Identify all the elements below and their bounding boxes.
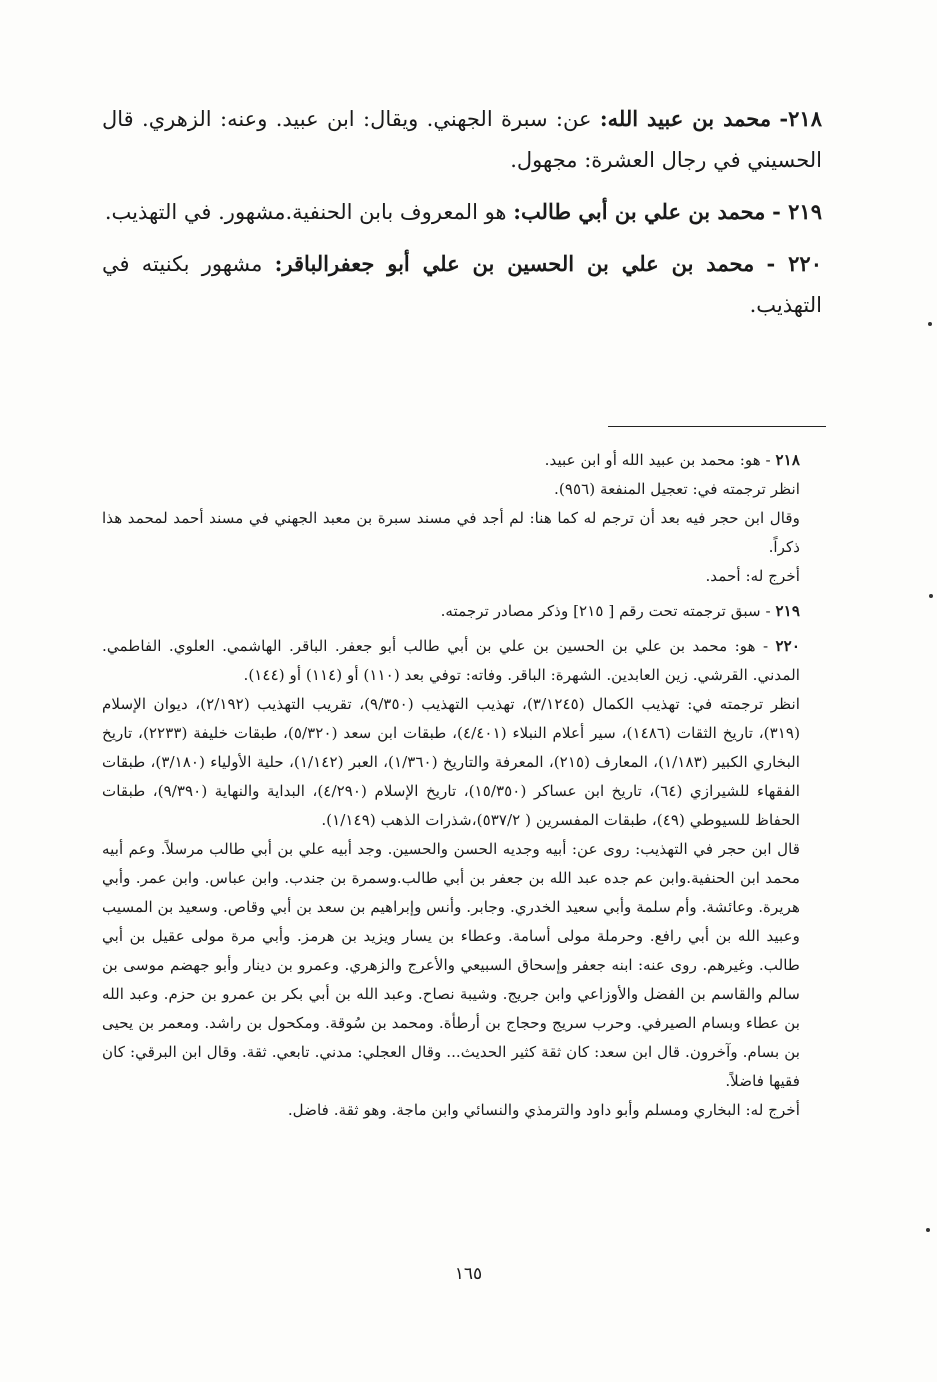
main-text [102,98,822,336]
scan-speck [926,1228,930,1232]
footnote-number: ٢٢٠ [775,637,800,655]
footnote-line: انظر ترجمته في: تعجيل المنفعة (٩٥٦). [554,480,800,498]
footnote-lead: - هو: محمد بن علي بن الحسين بن علي بن أبي طالب أبو جعفر. الباقر. الهاشمي. العلوي. الفاطمي. المدني. القرشي. زين العابدين. الشهرة: الباقر. وفاته: توفي بعد (١١٠) أو (١١٤) أو (١٤٤). [102,637,800,684]
entry-text: عن: سبرة الجهني. ويقال: ابن عبيد. وعنه: الزهري. قال الحسيني في رجال العشرة: مجهول. [102,107,822,172]
entry-text: مشهور بكنيته في التهذيب. [102,252,822,317]
footnote-line: أخرج له: أحمد. [705,567,800,585]
footnote-218 [102,446,822,591]
footnote-219 [102,597,822,626]
footnote-number: ٢١٨ [775,451,800,469]
footnote-line: وقال ابن حجر فيه بعد أن ترجم له كما هنا: لم أجد في مسند سبرة بن معبد الجهني في مسند أحمد لمحمد هذا ذكراً. [102,509,800,556]
entry-name: محمد بن علي بن الحسين بن علي أبو جعفرالباقر: [274,251,755,276]
entry-number: ٢١٨- [779,106,822,131]
footnote-220 [102,632,822,1125]
entry-number: ٢١٩ - [772,199,822,224]
entry-number: ٢٢٠ - [766,251,822,276]
footnote-separator [608,426,826,427]
footnote-lead: - هو: محمد بن عبيد الله أو ابن عبيد. [544,451,776,469]
entry-text: هو المعروف بابن الحنفية.مشهور. في التهذيب. [104,200,514,224]
footnote-text: - سبق ترجمته تحت رقم [ ٢١٥] وذكر مصادر ترجمته. [440,602,776,620]
scan-speck [928,322,932,326]
page-number: ١٦٥ [454,1264,483,1284]
footnote-takhrij: أخرج له: البخاري ومسلم وأبو داود والترمذي والنسائي وابن ماجة. وهو ثقة. فاضل. [287,1101,800,1119]
footnotes [102,446,822,1125]
entry-name: محمد بن علي بن أبي طالب: [513,199,766,224]
footnote-number: ٢١٩ [775,602,800,620]
footnote-sources: انظر ترجمته في: تهذيب الكمال (٣/١٢٤٥)، تهذيب التهذيب (٩/٣٥٠)، تقريب التهذيب (٢/١٩٢)، ديوان الإسلام (٣١٩)، تاريخ الثقات (١٤٨٦)، سير أعلام النبلاء (٤/٤٠١)، طبقات ابن سعد (٥/٣٢٠)، طبقات خليفة (٢٢٣٣)، تاريخ البخاري الكبير (١/١٨٣)، المعارف (٢١٥)، المعرفة والتاريخ (١/٣٦٠)، العبر (١/١٤٢)، حلية الأولياء (٣/١٨٠)، طبقات الفقهاء للشيرازي (٦٤)، تاريخ ابن عساكر (١٥/٣٥٠)، تاريخ الإسلام (٤/٢٩٠)، البداية والنهاية (٩/٣٩٠)، طبقات الحفاظ للسيوطي (٤٩)، طبقات المفسرين ( ٥٣٧/٢)،شذرات الذهب (١/١٤٩). [102,695,801,829]
entry-name: محمد بن عبيد الله: [599,106,772,131]
footnote-quote: قال ابن حجر في التهذيب: روى عن: أبيه وجديه الحسن والحسين. وجد أبيه علي بن أبي طالب مرسلاً. وعم أبيه محمد ابن الحنفية.وابن عم جده عبد الله بن جعفر بن أبي طالب.وسمرة بن جندب. وابن عباس. وابن عمر. وأبي هريرة. وعائشة. وأم سلمة وأبي سعيد الخدري. وجابر. وأنس وإبراهيم بن سعد بن أبي وقاص. وسعيد بن المسيب وعبيد الله بن أبي رافع. وحرملة مولى أسامة. وعطاء بن يسار ويزيد بن هرمز. وأبي مرة مولى عقيل بن أبي طالب. وغيرهم. روى عنه: ابنه جعفر وإسحاق السبيعي والأعرج والزهري. وعمرو بن دينار وأبو جهضم موسى بن سالم والقاسم بن الفضل والأوزاعي وابن جريج. وشيبة نصاح. وعبد الله بن أبي بكر بن عمرو بن حزم. وعبد الله بن عطاء وبسام الصيرفي. وحرب سريج وحجاج بن أرطأة. ومحمد بن سُوقة. ومكحول بن راشد. ومعمر بن يحيى بن بسام. وآخرون. قال ابن سعد: كان ثقة كثير الحديث... وقال العجلي: مدني. تابعي. ثقة. وقال ابن البرقي: كان فقيها فاضلاً. [102,840,800,1090]
entry-218 [102,98,822,181]
scan-speck [929,594,933,598]
entry-219 [102,191,822,233]
entry-220 [102,243,822,326]
